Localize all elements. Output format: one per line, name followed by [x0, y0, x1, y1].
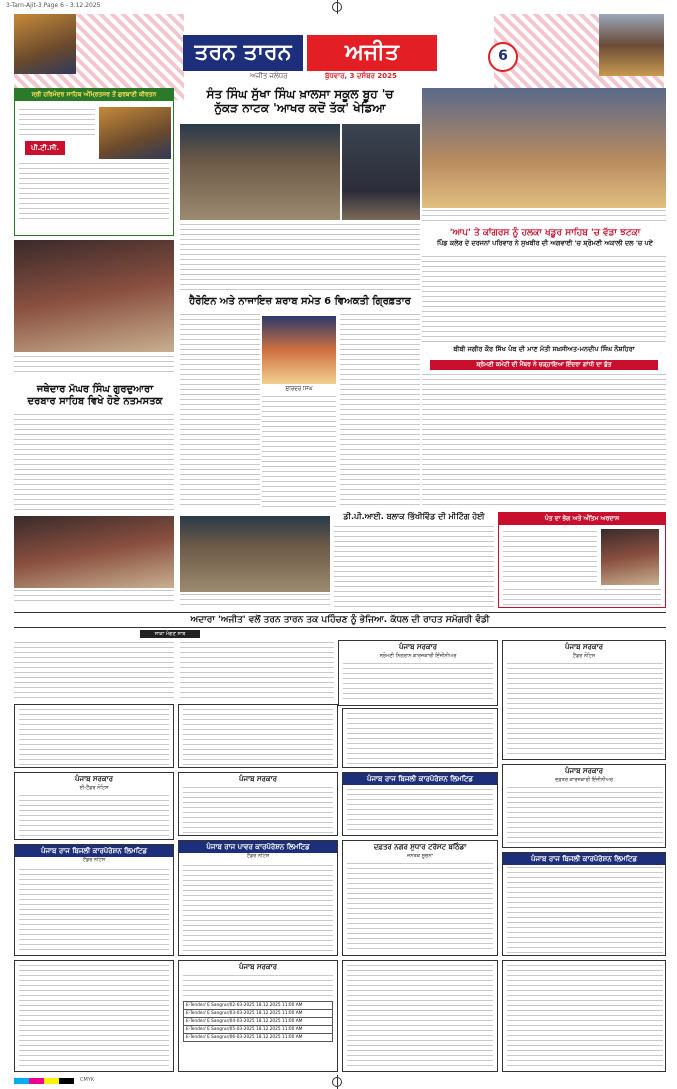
power-ad-1-title: ਪੰਜਾਬ ਰਾਜ ਬਿਜਲੀ ਕਾਰਪੋਰੇਸ਼ਨ ਲਿਮਟਿਡ — [343, 773, 497, 785]
notice-ad-2-text — [183, 709, 333, 765]
tender-ad-5-sub: ਦਫ਼ਤਰ ਕਾਰਜਕਾਰੀ ਇੰਜੀਨੀਅਰ — [555, 777, 613, 783]
small-band: ਸਾਕਾ ਮੰਗਣ ਸਾਬ — [140, 630, 200, 638]
power-ad-3-title: ਪੰਜਾਬ ਰਾਜ ਪਾਵਰ ਕਾਰਪੋਰੇਸ਼ਨ ਲਿਮਟਿਡ — [179, 841, 337, 853]
tender-ad-1-title: ਪੰਜਾਬ ਸਰਕਾਰ — [398, 643, 437, 651]
tender-table-intro — [183, 975, 333, 997]
dpi-headline: ਡੀ.ਪੀ.ਆਈ. ਬਲਾਕ ਭਿੱਖੀਵਿੰਡ ਦੀ ਮੀਟਿੰਗ ਹੋਈ — [343, 512, 485, 521]
right-story-body — [422, 256, 666, 344]
tender-row: E-Tender/ E Sangrur/03-03-2025 18.12.2025 11:00 AM — [183, 1010, 333, 1018]
ajit-relief-banner: ਅਦਾਰਾ 'ਅਜੀਤ' ਵਲੋਂ ਤਰਨ ਤਾਰਨ ਤਕ ਪਹਿੰਚਣ ਨੂੰ ਭੇਜਿਆ. ਕੱਧਲ ਦੀ ਰਾਹਤ ਸਮੱਗਰੀ ਵੰਡੀ — [14, 612, 666, 628]
honour-photo — [14, 240, 174, 352]
tender-ad-1-text — [343, 663, 493, 703]
text-block-1 — [14, 642, 174, 700]
kirtan-ad-schedule — [19, 163, 169, 223]
tender-ad-1 — [338, 640, 498, 706]
tender-table-title: ਪੰਜਾਬ ਸਰਕਾਰ — [238, 963, 277, 971]
trust-ad-sub: ਜਨਤਕ ਸੂਚਨਾ — [407, 853, 433, 859]
title-tarn-taran: ਤਰਨ ਤਾਰਨ — [183, 35, 303, 71]
middle-story-body — [422, 374, 666, 506]
power-ad-4-title: ਪੰਜਾਬ ਰਾਜ ਬਿਜਲੀ ਕਾਰਪੋਰੇਸ਼ਨ ਲਿਮਟਿਡ — [503, 853, 665, 865]
gate-photo — [599, 14, 664, 76]
tender-ad-3 — [14, 772, 174, 840]
color-bar — [14, 1078, 74, 1084]
notice-ad-3 — [342, 708, 498, 768]
trust-ad-title: ਦਫ਼ਤਰ ਨਗਰ ਸੁਧਾਰ ਟਰੱਸਟ ਬਠਿੰਡਾ — [373, 843, 467, 851]
title-ajit: ਅਜੀਤ — [307, 35, 437, 71]
right-story-kicker: 'ਆਪ' ਤੇ ਕਾਂਗਰਸ ਨੂੰ ਹਲਕਾ ਖਡੂਰ ਸਾਹਿਬ 'ਚ ਵੱਡਾ ਝਟਕਾ — [449, 228, 641, 238]
tender-table — [183, 1001, 333, 1042]
kirtan-ad-title: ਸ੍ਰੀ ਹਰਿਮੰਦਰ ਸਾਹਿਬ ਅੰਮ੍ਰਿਤਸਰ ਤੋਂ ਗੁਰਬਾਣੀ ਕੀਰਤਨ — [15, 89, 173, 101]
bottom-ad-3 — [342, 960, 498, 1072]
power-ad-1 — [342, 772, 498, 836]
bottom-left-caption — [14, 590, 174, 604]
bottom-mid-photo — [180, 516, 330, 592]
kirtan-ad-photo — [99, 107, 171, 159]
bottom-ad-1 — [14, 960, 174, 1072]
print-info-line: 3-Tarn-Ajit-3 Page 6 - 3.12.2025 — [6, 2, 101, 9]
tender-ad-5-text — [507, 787, 663, 845]
kirtan-ad-text — [19, 109, 95, 137]
obituary-footer — [503, 589, 661, 605]
text-block-2 — [180, 642, 334, 700]
tender-ad-4-title: ਪੰਜਾਬ ਸਰਕਾਰ — [238, 775, 277, 783]
power-ad-2-sub: ਟੈਂਡਰ ਨੋਟਿਸ — [82, 857, 106, 863]
notice-ad-1 — [14, 704, 174, 768]
right-story-headline: ਪਿੰਡ ਕਲੇਰ ਦੇ ਦਰਜਨਾਂ ਪਰਿਵਾਰ ਨੇ ਸੁਖਬੀਰ ਦੀ ਅਗਵਾਈ 'ਚ ਸ਼੍ਰੋਮਣੀ ਅਕਾਲੀ ਦਲ 'ਚ ਪਏ — [436, 239, 653, 247]
registration-mark-icon — [332, 1077, 342, 1087]
golden-temple-photo — [14, 14, 76, 74]
officer-photo — [262, 316, 336, 384]
bottom-mid-caption — [180, 594, 330, 608]
power-ad-2 — [14, 844, 174, 956]
power-ad-3 — [178, 840, 338, 956]
obituary-text — [503, 531, 597, 585]
tender-ad-5-title: ਪੰਜਾਬ ਸਰਕਾਰ — [564, 767, 603, 775]
obituary-photo — [601, 529, 659, 585]
newspaper-title — [183, 35, 495, 71]
tender-row: E-Tender/ E Sangrur/02-03-2025 18.12.2025 11:00 AM — [183, 1001, 333, 1010]
trust-ad-text — [347, 863, 493, 953]
power-ad-4-text — [507, 867, 663, 953]
ptc-badge: ਪੀ.ਟੀ.ਸੀ. — [25, 141, 65, 155]
bottom-ad-1-text — [19, 965, 169, 1069]
tender-table-ad — [178, 960, 338, 1072]
tender-ad-2-text — [507, 663, 663, 755]
power-ad-3-sub: ਟੈਂਡਰ ਨੋਟਿਸ — [246, 853, 270, 859]
red-band-headline: ਸ਼੍ਰੋਮਣੀ ਕਮੇਟੀ ਦੀ ਮੈਂਬਰ ਨੇ ਚੜ੍ਹਾਇਆ ਇੰਦਰਾ ਗਾਂਧੀ ਦਾ ਬੁੱਤ — [430, 360, 658, 370]
bottom-ad-4-text — [507, 965, 663, 1069]
honour-caption — [14, 356, 174, 376]
heroin-body-1 — [180, 314, 260, 508]
tender-ad-3-title: ਪੰਜਾਬ ਸਰਕਾਰ — [74, 775, 113, 783]
tender-ad-4-text — [183, 787, 333, 833]
tender-ad-4 — [178, 772, 338, 836]
trust-ad — [342, 840, 498, 956]
kirtan-ad — [14, 88, 174, 236]
notice-ad-2 — [178, 704, 338, 768]
obituary-ad — [498, 512, 666, 608]
tender-ad-1-sub: ਸ੍ਰੋਮਣੀ ਨਿਗਰਾਨ ਕਾਰਜਕਾਰੀ ਇੰਜੀਨੀਅਰ — [379, 653, 457, 659]
heroin-body-2 — [262, 396, 336, 508]
edition-label: ਅਜੀਤ ਜਲੰਧਰ — [250, 72, 288, 80]
right-top-caption — [422, 210, 666, 224]
left-story-headline: ਜਥੇਦਾਰ ਮੱਘਰ ਸਿੰਘ ਗੁਰਦੁਆਰਾ ਦਰਬਾਰ ਸਾਹਿਬ ਵਿਖੇ ਹੋਏ ਨਤਮਸਤਕ — [27, 384, 163, 407]
notice-ad-1-text — [19, 709, 169, 765]
bottom-left-photo — [14, 516, 174, 588]
power-ad-4 — [502, 852, 666, 956]
power-ad-3-text — [183, 865, 333, 953]
middle-story-headline: ਬੀਬੀ ਜਗੀਰ ਕੌਰ ਸਿੱਖ ਪੰਥ ਦੀ ਮਾਣ ਮੱਤੀ ਸਖ਼ਸੀਅਤ-ਮਨਦੀਪ ਸਿੰਘ ਨੌਸ਼ਹਿਰਾ — [453, 345, 635, 353]
heroin-headline: ਹੈਰੋਇਨ ਅਤੇ ਨਾਜਾਇਜ਼ ਸ਼ਰਾਬ ਸਮੇਤ 6 ਵਿਅਕਤੀ ਗ੍ਰਿਫ਼ਤਾਰ — [189, 296, 411, 307]
officer-caption: ਸੁਰਿੰਦਰ ਸਿੰਘ — [285, 386, 313, 392]
heroin-body-3 — [340, 314, 420, 508]
tender-ad-3-text — [19, 795, 169, 837]
tender-ad-3-sub: ਈ-ਟੈਂਡਰ ਨੋਟਿਸ — [79, 785, 109, 791]
issue-date: ਬੁੱਧਵਾਰ, 3 ਦਸੰਬਰ 2025 — [325, 72, 397, 80]
obituary-title: ਪੰਤ ਦਾ ਭੋਗ ਅਤੇ ਅੰਤਿਮ ਅਰਦਾਸ — [499, 513, 665, 525]
left-story-body — [14, 414, 174, 514]
lead-photo-1 — [180, 124, 340, 220]
tender-row: E-Tender/ E Sangrur/04-03-2025 18.12.2025 11:00 AM — [183, 1018, 333, 1026]
notice-ad-3-text — [347, 713, 493, 765]
tender-ad-5 — [502, 764, 666, 848]
right-top-photo — [422, 88, 666, 208]
tender-row: E-Tender/ E Sangrur/06-03-2025 18.12.2025 11:00 AM — [183, 1034, 333, 1042]
color-bar-label: CMYK — [80, 1077, 95, 1083]
tender-row: E-Tender/ E Sangrur/05-03-2025 18.12.2025 11:00 AM — [183, 1026, 333, 1034]
registration-mark-icon — [332, 2, 342, 12]
tender-ad-2 — [502, 640, 666, 760]
tender-ad-2-sub: ਟੈਂਡਰ ਨੋਟਿਸ — [572, 653, 596, 659]
lead-story-body — [180, 224, 420, 294]
bottom-ad-3-text — [347, 965, 493, 1069]
power-ad-2-text — [19, 869, 169, 953]
bottom-ad-4 — [502, 960, 666, 1072]
power-ad-2-title: ਪੰਜਾਬ ਰਾਜ ਬਿਜਲੀ ਕਾਰਪੋਰੇਸ਼ਨ ਲਿਮਟਿਡ — [15, 845, 173, 857]
tender-ad-2-title: ਪੰਜਾਬ ਸਰਕਾਰ — [564, 643, 603, 651]
lead-headline: ਸੰਤ ਸਿੰਘ ਸੁੱਖਾ ਸਿੰਘ ਖ਼ਾਲਸਾ ਸਕੂਲ ਬੂਹ 'ਚ ਨੁੱਕੜ ਨਾਟਕ 'ਆਖਰ ਕਦੋਂ ਤੱਕ' ਖੇਡਿਆ — [206, 87, 394, 115]
dpi-body — [334, 526, 494, 608]
power-ad-1-text — [347, 789, 493, 833]
lead-photo-2 — [342, 124, 420, 220]
page-number: 6 — [488, 42, 518, 72]
